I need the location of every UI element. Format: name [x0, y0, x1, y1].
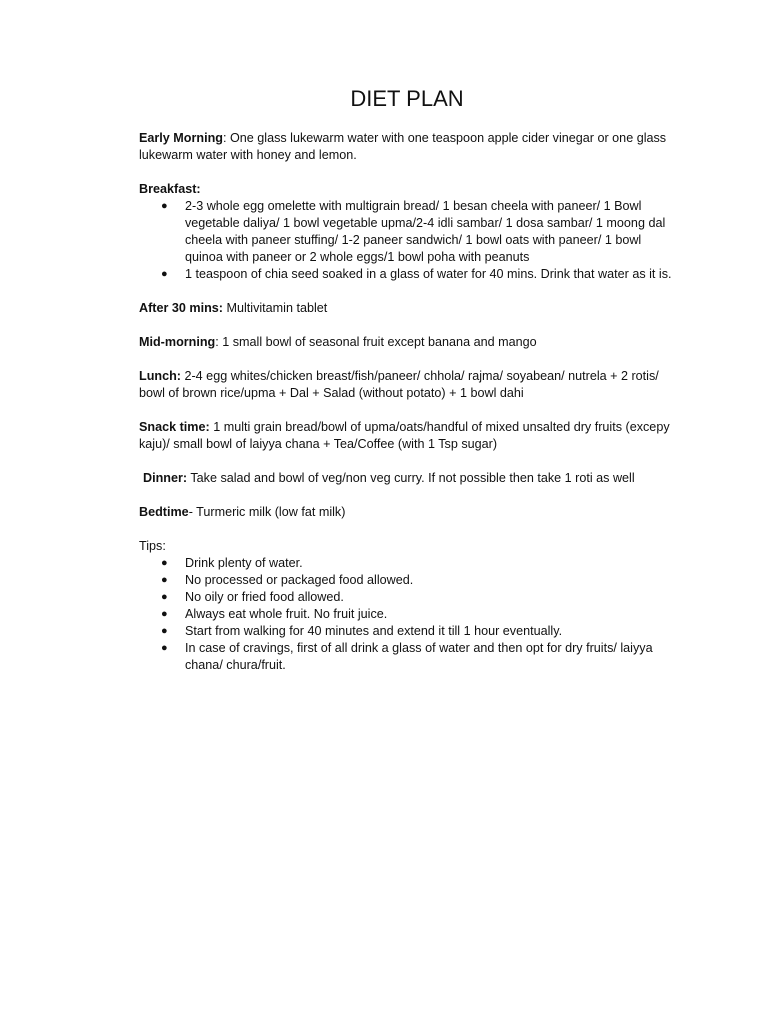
tips-list — [139, 555, 679, 674]
list-item-text: In case of cravings, first of all drink a glass of water and then opt for dry fruits/ laiyya chana/ chura/fruit. — [185, 641, 653, 672]
list-item-text: Always eat whole fruit. No fruit juice. — [185, 607, 388, 621]
list-item — [139, 198, 679, 266]
breakfast-list — [139, 198, 679, 283]
bullet-icon: ● — [161, 625, 168, 637]
list-item — [139, 589, 679, 606]
tips-heading: Tips: — [139, 539, 166, 553]
list-item — [139, 640, 679, 674]
after-30-label: After 30 mins: — [139, 301, 223, 315]
list-item — [139, 606, 679, 623]
bullet-icon: ● — [161, 268, 168, 280]
list-item-text: 1 teaspoon of chia seed soaked in a glass of water for 40 mins. Drink that water as it is. — [185, 267, 672, 281]
bedtime-paragraph — [139, 504, 679, 521]
breakfast-section — [139, 181, 679, 283]
list-item-text: Start from walking for 40 minutes and extend it till 1 hour eventually. — [185, 624, 563, 638]
bullet-icon: ● — [161, 574, 168, 586]
list-item-text: 2-3 whole egg omelette with multigrain bread/ 1 besan cheela with paneer/ 1 Bowl vegetable daliya/ 1 bowl vegetable upma/2-4 idli sambar/ 1 dosa sambar/ 1 moong dal cheela with paneer stuffing/ 1-2 paneer sandwich/ 1 bowl oats with paneer/ 1 bowl quinoa with paneer or 2 whole eggs/1 bowl poha with peanuts — [185, 199, 666, 264]
bullet-icon: ● — [161, 200, 168, 212]
bedtime-label: Bedtime — [139, 505, 189, 519]
list-item — [139, 266, 679, 283]
mid-morning-text: : 1 small bowl of seasonal fruit except banana and mango — [215, 335, 537, 349]
bullet-icon: ● — [161, 591, 168, 603]
list-item-text: Drink plenty of water. — [185, 556, 303, 570]
early-morning-text: : One glass lukewarm water with one teaspoon apple cider vinegar or one glass lukewarm water with honey and lemon. — [139, 131, 667, 162]
lunch-label: Lunch: — [139, 369, 181, 383]
list-item-text: No oily or fried food allowed. — [185, 590, 344, 604]
mid-morning-label: Mid-morning — [139, 335, 216, 349]
document-body — [139, 130, 679, 674]
breakfast-heading — [139, 181, 679, 198]
after-30-paragraph — [139, 300, 679, 317]
list-item — [139, 555, 679, 572]
bedtime-text: - Turmeric milk (low fat milk) — [188, 505, 346, 519]
list-item-text: No processed or packaged food allowed. — [185, 573, 414, 587]
bullet-icon: ● — [161, 642, 168, 654]
list-item — [139, 623, 679, 640]
bullet-icon: ● — [161, 608, 168, 620]
early-morning-label: Early Morning — [139, 131, 223, 145]
bullet-icon: ● — [161, 557, 168, 569]
lunch-text: 2-4 egg whites/chicken breast/fish/paneer/ chhola/ rajma/ soyabean/ nutrela + 2 rotis/ bowl of brown rice/upma + Dal + Salad (without potato) + 1 bowl dahi — [139, 369, 659, 400]
mid-morning-paragraph — [139, 334, 679, 351]
snack-paragraph — [139, 419, 679, 453]
dinner-text: Take salad and bowl of veg/non veg curry. If not possible then take 1 roti as well — [187, 471, 635, 485]
snack-text: 1 multi grain bread/bowl of upma/oats/handful of mixed unsalted dry fruits (excepy kaju)/ small bowl of laiyya chana + Tea/Coffee (with 1 Tsp sugar) — [139, 420, 670, 451]
early-morning-paragraph — [139, 130, 679, 164]
after-30-text: Multivitamin tablet — [222, 301, 328, 315]
dinner-label: Dinner: — [143, 471, 188, 485]
breakfast-label: Breakfast: — [139, 182, 201, 196]
list-item — [139, 572, 679, 589]
dinner-paragraph — [139, 470, 679, 487]
lunch-paragraph — [139, 368, 679, 402]
snack-label: Snack time: — [139, 420, 210, 434]
tips-section — [139, 538, 679, 674]
page-title: DIET PLAN — [350, 86, 464, 111]
